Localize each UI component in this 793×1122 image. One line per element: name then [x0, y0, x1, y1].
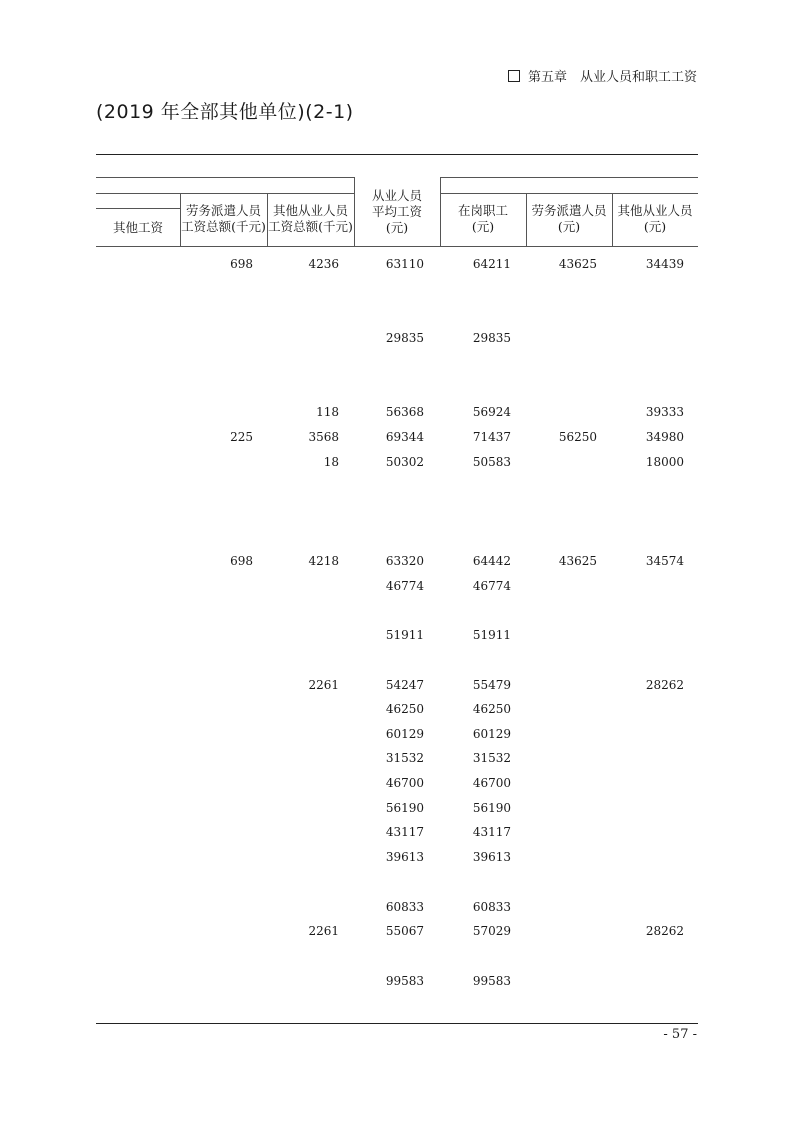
- table-cell: 31532: [472, 751, 511, 765]
- table-cell: 60833: [385, 900, 424, 914]
- table-cell: 4218: [308, 554, 339, 568]
- table-cell: 46700: [472, 776, 511, 790]
- table-cell: 51911: [385, 628, 424, 642]
- col-header-other-avg: 其他从业人员 (元): [617, 203, 693, 234]
- header-line: [96, 208, 180, 209]
- table-cell: 39333: [645, 405, 684, 419]
- header-bottom-line: [96, 246, 698, 247]
- table-cell: 43117: [385, 825, 424, 839]
- table-cell: 57029: [472, 924, 511, 938]
- table-cell: 46250: [472, 702, 511, 716]
- col-header-onpost: 在岗职工 (元): [457, 203, 508, 234]
- table-cell: 50302: [385, 455, 424, 469]
- table-cell: 99583: [472, 974, 511, 988]
- table-cell: 60833: [472, 900, 511, 914]
- table-cell: 29835: [385, 331, 424, 345]
- col-header-other-total: 其他从业人员 工资总额(千元): [268, 203, 353, 234]
- table-cell: 18000: [645, 455, 684, 469]
- table-cell: 69344: [385, 430, 424, 444]
- square-icon: [508, 70, 520, 82]
- table-cell: 64442: [472, 554, 511, 568]
- table-cell: 71437: [472, 430, 511, 444]
- table-cell: 56924: [472, 405, 511, 419]
- table-cell: 46250: [385, 702, 424, 716]
- bottom-rule: [96, 1023, 698, 1024]
- table-cell: 2261: [308, 678, 339, 692]
- table-cell: 56190: [385, 801, 424, 815]
- header-line: [96, 193, 354, 194]
- table-cell: 56250: [558, 430, 597, 444]
- col-header-dispatch-avg: 劳务派遣人员 (元): [531, 203, 607, 234]
- table-cell: 18: [323, 455, 339, 469]
- page-title: (2019 年全部其他单位)(2-1): [96, 101, 354, 123]
- table-cell: 56368: [385, 405, 424, 419]
- table-cell: 43625: [558, 257, 597, 271]
- table-cell: 55067: [385, 924, 424, 938]
- table-cell: 60129: [385, 727, 424, 741]
- header-line: [96, 177, 354, 178]
- top-rule: [96, 154, 698, 155]
- table-cell: 2261: [308, 924, 339, 938]
- table-cell: 46774: [472, 579, 511, 593]
- table-cell: 43625: [558, 554, 597, 568]
- table-cell: 34980: [645, 430, 684, 444]
- chapter-title: 第五章 从业人员和职工工资: [527, 70, 697, 85]
- table-cell: 34574: [645, 554, 684, 568]
- table-cell: 50583: [472, 455, 511, 469]
- table-cell: 39613: [472, 850, 511, 864]
- table-cell: 28262: [645, 678, 684, 692]
- table-cell: 28262: [645, 924, 684, 938]
- table-cell: 46774: [385, 579, 424, 593]
- table-cell: 56190: [472, 801, 511, 815]
- table-cell: 118: [316, 405, 339, 419]
- table-cell: 63110: [385, 257, 424, 271]
- table-cell: 4236: [308, 257, 339, 271]
- page-number: - 57 -: [663, 1027, 697, 1042]
- table-cell: 63320: [385, 554, 424, 568]
- table-cell: 3568: [308, 430, 339, 444]
- table-cell: 39613: [385, 850, 424, 864]
- table-cell: 29835: [472, 331, 511, 345]
- table-cell: 31532: [385, 751, 424, 765]
- table-cell: 99583: [385, 974, 424, 988]
- table-cell: 55479: [472, 678, 511, 692]
- table-cell: 34439: [645, 257, 684, 271]
- table-cell: 43117: [472, 825, 511, 839]
- header-line: [440, 193, 698, 194]
- table-cell: 225: [230, 430, 253, 444]
- col-header-avg-wage: 从业人员 平均工资 (元): [371, 188, 422, 235]
- col-header-dispatch-total: 劳务派遣人员 工资总额(千元): [181, 203, 266, 234]
- table-cell: 698: [230, 554, 253, 568]
- table-cell: 54247: [385, 678, 424, 692]
- table-cell: 46700: [385, 776, 424, 790]
- table-cell: 51911: [472, 628, 511, 642]
- table-cell: 60129: [472, 727, 511, 741]
- header-line: [440, 177, 698, 178]
- table-cell: 64211: [472, 257, 511, 271]
- table-cell: 698: [230, 257, 253, 271]
- col-header-other-wage: 其他工资: [112, 220, 163, 235]
- chapter-heading: [508, 66, 697, 85]
